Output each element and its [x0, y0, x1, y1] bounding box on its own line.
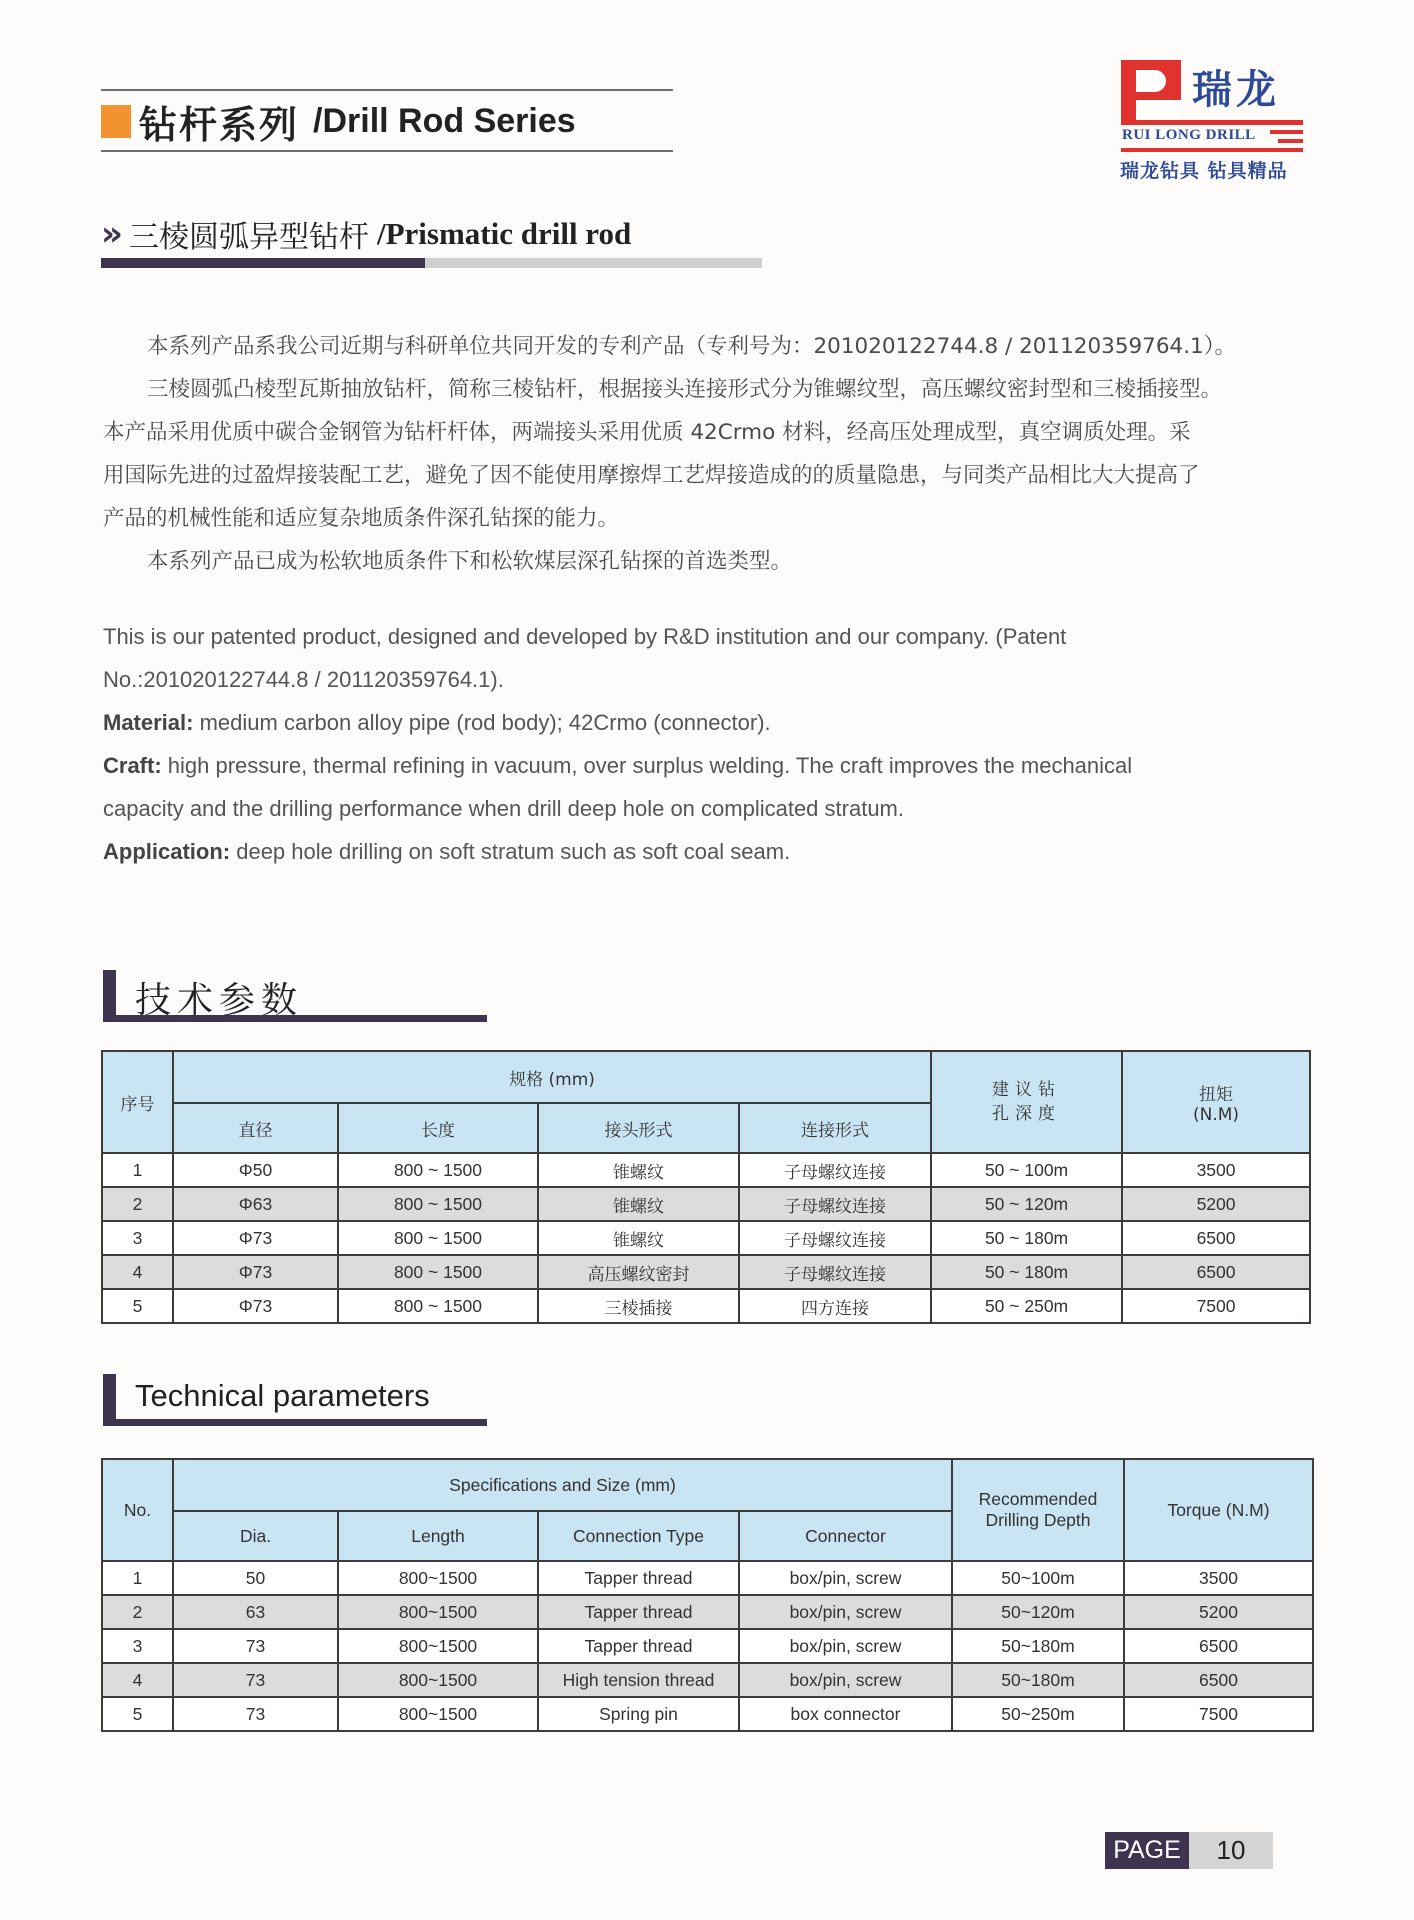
- col-header-spec-group: 规格 (mm): [173, 1051, 931, 1103]
- tech-params-title-cn: 技术参数: [135, 980, 304, 1021]
- header-rule-bottom: [101, 150, 673, 152]
- table-row: 4 73 800~1500 High tension thread box/pin, screw 50~180m 6500: [102, 1663, 1313, 1697]
- col-header-depth: Recommended Drilling Depth: [952, 1459, 1124, 1561]
- header-title-cn: 钻杆系列: [139, 102, 300, 147]
- table-row: 1 50 800~1500 Tapper thread box/pin, screw 50~100m 3500: [102, 1561, 1313, 1595]
- intro-cn-line: 本系列产品已成为松软地质条件下和松软煤层深孔钻探的首选类型。: [147, 549, 793, 574]
- col-header-no: No.: [102, 1459, 173, 1561]
- double-chevron-icon: »: [101, 214, 115, 254]
- application-text: deep hole drilling on soft stratum such as soft coal seam.: [230, 839, 791, 864]
- col-header-length: 长度: [338, 1103, 538, 1153]
- intro-en: [103, 615, 1303, 873]
- section-underline-dark: [101, 258, 425, 268]
- header-title-en: /Drill Rod Series: [313, 101, 576, 140]
- col-header-connection-type: Connection Type: [538, 1511, 739, 1561]
- table-row: 4 Φ73 800 ~ 1500 高压螺纹密封 子母螺纹连接 50 ~ 180m 6500: [102, 1255, 1310, 1289]
- col-header-length: Length: [338, 1511, 538, 1561]
- logo-tagline: 瑞龙钻具 钻具精品: [1120, 160, 1288, 182]
- section-underline-light: [425, 258, 762, 268]
- intro-cn: [103, 325, 1323, 583]
- orange-square-icon: [101, 105, 131, 138]
- craft-text: high pressure, thermal refining in vacuum, over surplus welding. The craft improves the mechanical: [161, 753, 1133, 778]
- intro-en-line: No.:201020122744.8 / 201120359764.1).: [103, 667, 504, 692]
- craft-line-2: capacity and the drilling performance when drill deep hole on complicated stratum.: [103, 796, 904, 821]
- logo-stripe: [1278, 139, 1303, 143]
- section-title-cn: 三棱圆弧异型钻杆: [128, 220, 369, 255]
- page-number: 10: [1189, 1832, 1273, 1869]
- intro-cn-line: 用国际先进的过盈焊接装配工艺，避免了因不能使用摩擦焊工艺焊接造成的的质量隐患，与同类产品相比大大提高了: [103, 463, 1200, 488]
- craft-line: [103, 744, 1303, 787]
- application-label: Application:: [103, 839, 231, 864]
- material-text: medium carbon alloy pipe (rod body); 42Crmo (connector).: [193, 710, 771, 735]
- col-header-connector: Connector: [739, 1511, 952, 1561]
- spec-table-en: [101, 1458, 1314, 1732]
- tech-params-title-en: Technical parameters: [135, 1378, 430, 1413]
- table-row: 3 Φ73 800 ~ 1500 锥螺纹 子母螺纹连接 50 ~ 180m 6500: [102, 1221, 1310, 1255]
- logo-name-en: RUI LONG DRILL: [1122, 127, 1256, 143]
- table-row: 2 63 800~1500 Tapper thread box/pin, screw 50~120m 5200: [102, 1595, 1313, 1629]
- page-header: [101, 96, 576, 146]
- col-header-dia: 直径: [173, 1103, 338, 1153]
- logo-stripe: [1121, 148, 1303, 152]
- section-heading: [101, 212, 631, 256]
- intro-en-line: This is our patented product, designed and developed by R&D institution and our company. (Patent: [103, 624, 1067, 649]
- spec-table-cn: [101, 1050, 1311, 1324]
- intro-cn-line: 产品的机械性能和适应复杂地质条件深孔钻探的能力。: [103, 506, 620, 531]
- section-title-en: /Prismatic drill rod: [376, 216, 632, 251]
- intro-cn-line: 本产品采用优质中碳合金钢管为钻杆杆体，两端接头采用优质 42Crmo 材料，经高压处理成型，真空调质处理。采: [103, 420, 1191, 445]
- table-row: 2 Φ63 800 ~ 1500 锥螺纹 子母螺纹连接 50 ~ 120m 5200: [102, 1187, 1310, 1221]
- header-rule-top: [101, 89, 673, 91]
- col-header-joint: 接头形式: [538, 1103, 739, 1153]
- material-label: Material:: [103, 710, 194, 735]
- table-row: 5 73 800~1500 Spring pin box connector 50~250m 7500: [102, 1697, 1313, 1731]
- col-header-dia: Dia.: [173, 1511, 338, 1561]
- col-header-spec-group: Specifications and Size (mm): [173, 1459, 952, 1511]
- logo-stripe: [1270, 130, 1303, 134]
- table-row: 5 Φ73 800 ~ 1500 三棱插接 四方连接 50 ~ 250m 7500: [102, 1289, 1310, 1323]
- col-header-torque: 扭矩 (N.M): [1122, 1051, 1310, 1153]
- table-row: 3 73 800~1500 Tapper thread box/pin, screw 50~180m 6500: [102, 1629, 1313, 1663]
- col-header-no: 序号: [102, 1051, 173, 1153]
- page-number-badge: [1105, 1832, 1273, 1869]
- intro-cn-line: 三棱圆弧凸棱型瓦斯抽放钻杆，简称三棱钻杆，根据接头连接形式分为锥螺纹型，高压螺纹密封型和三棱插接型。: [147, 377, 1223, 402]
- logo-stripe: [1121, 120, 1303, 125]
- craft-label: Craft:: [103, 753, 162, 778]
- col-header-torque: Torque (N.M): [1124, 1459, 1313, 1561]
- table-row: 1 Φ50 800 ~ 1500 锥螺纹 子母螺纹连接 50 ~ 100m 3500: [102, 1153, 1310, 1187]
- col-header-depth: 建议钻 孔深度: [931, 1051, 1122, 1153]
- application-line: [103, 830, 1303, 873]
- logo-r-mark-icon: [1121, 60, 1181, 120]
- intro-cn-line: 本系列产品系我公司近期与科研单位共同开发的专利产品（专利号为：201020122744.8 / 201120359764.1）。: [147, 334, 1236, 359]
- page-label: PAGE: [1105, 1832, 1189, 1869]
- col-header-connection: 连接形式: [739, 1103, 931, 1153]
- logo-name-cn: 瑞龙: [1192, 67, 1280, 113]
- material-line: [103, 701, 1303, 744]
- company-logo: [1118, 56, 1318, 186]
